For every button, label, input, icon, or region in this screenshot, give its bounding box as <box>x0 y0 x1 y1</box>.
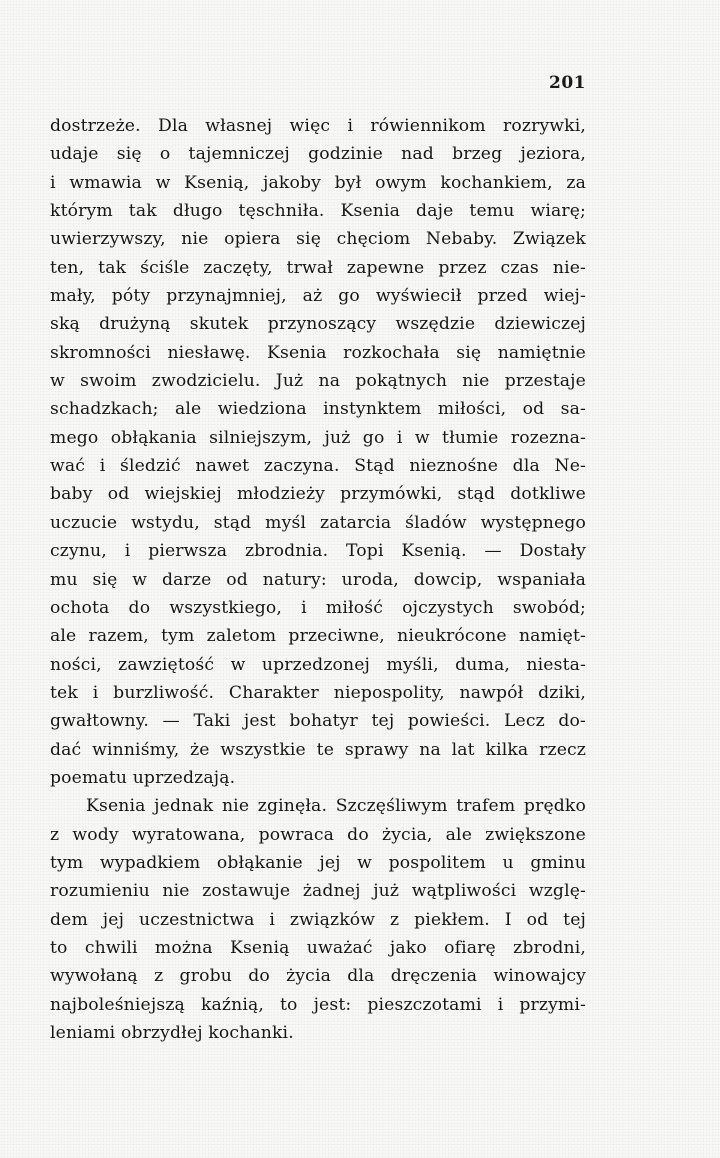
text-line: baby od wiejskiej młodzieży przymówki, stąd dotkliwe <box>50 484 586 505</box>
text-line: uczucie wstydu, stąd myśl zatarcia śladów występnego <box>50 512 586 533</box>
text-line: gwałtowny. — Taki jest bohatyr tej powieści. Lecz do- <box>50 711 586 732</box>
text-line: i wmawia w Ksenią, jakoby był owym kochankiem, za <box>50 172 586 193</box>
text-line: udaje się o tajemniczej godzinie nad brzeg jeziora, <box>50 144 586 165</box>
paragraph <box>50 112 586 792</box>
text-line: rozumieniu nie zostawuje żadnej już wątpliwości wzglę- <box>50 881 586 902</box>
text-line: wywołaną z grobu do życia dla dręczenia winowajcy <box>50 966 586 987</box>
text-line: ale razem, tym zaletom przeciwne, nieukrócone namięt- <box>50 626 586 647</box>
text-line: schadzkach; ale wiedziona instynktem miłości, od sa- <box>50 399 586 420</box>
text-line: czynu, i pierwsza zbrodnia. Topi Ksenią. — Dostały <box>50 541 586 562</box>
text-line: wać i śledzić nawet zaczyna. Stąd nieznośne dla Ne- <box>50 456 586 477</box>
text-line: ten, tak ściśle zaczęty, trwał zapewne przez czas nie- <box>50 257 586 278</box>
text-line: mały, póty przynajmniej, aż go wyświecił przed wiej- <box>50 286 586 307</box>
text-line: najboleśniejszą kaźnią, to jest: pieszczotami i przymi- <box>50 994 586 1015</box>
text-line: mu się w darze od natury: uroda, dowcip, wspaniała <box>50 569 586 590</box>
body-text <box>50 112 586 1047</box>
text-line: leniami obrzydłej kochanki. <box>50 1023 294 1043</box>
text-line: dem jej uczestnictwa i związków z piekłem. I od tej <box>50 909 586 930</box>
text-line: z wody wyratowana, powraca do życia, ale zwiększone <box>50 824 586 845</box>
text-line: dać winniśmy, że wszystkie te sprawy na lat kilka rzecz <box>50 739 586 760</box>
text-line: poematu uprzedzają. <box>50 767 236 788</box>
text-line: w swoim zwodzicielu. Już na pokątnych nie przestaje <box>50 371 586 392</box>
text-line: tym wypadkiem obłąkanie jej w pospolitem u gminu <box>50 852 586 873</box>
text-line: uwierzywszy, nie opiera się chęciom Nebaby. Związek <box>50 229 586 250</box>
text-line: mego obłąkania silniejszym, już go i w tłumie rozezna- <box>50 427 586 448</box>
paragraph <box>50 792 586 1047</box>
text-line: dostrzeże. Dla własnej więc i rówiennikom rozrywki, <box>50 116 586 136</box>
text-line: którym tak długo tęschniła. Ksenia daje temu wiarę; <box>50 201 586 222</box>
page-number: 201 <box>549 73 586 93</box>
text-line: ochota do wszystkiego, i miłość ojczystych swobód; <box>50 597 586 618</box>
text-line: Ksenia jednak nie zginęła. Szczęśliwym trafem prędko <box>86 796 586 817</box>
text-line: ności, zawziętość w uprzedzonej myśli, duma, niesta- <box>50 654 586 675</box>
text-line: ską drużyną skutek przynoszący wszędzie dziewiczej <box>50 314 586 335</box>
text-line: skromności niesławę. Ksenia rozkochała się namiętnie <box>50 342 586 363</box>
text-line: to chwili można Ksenią uważać jako ofiarę zbrodni, <box>50 937 586 958</box>
text-line: tek i burzliwość. Charakter niepospolity, nawpół dziki, <box>50 682 586 703</box>
